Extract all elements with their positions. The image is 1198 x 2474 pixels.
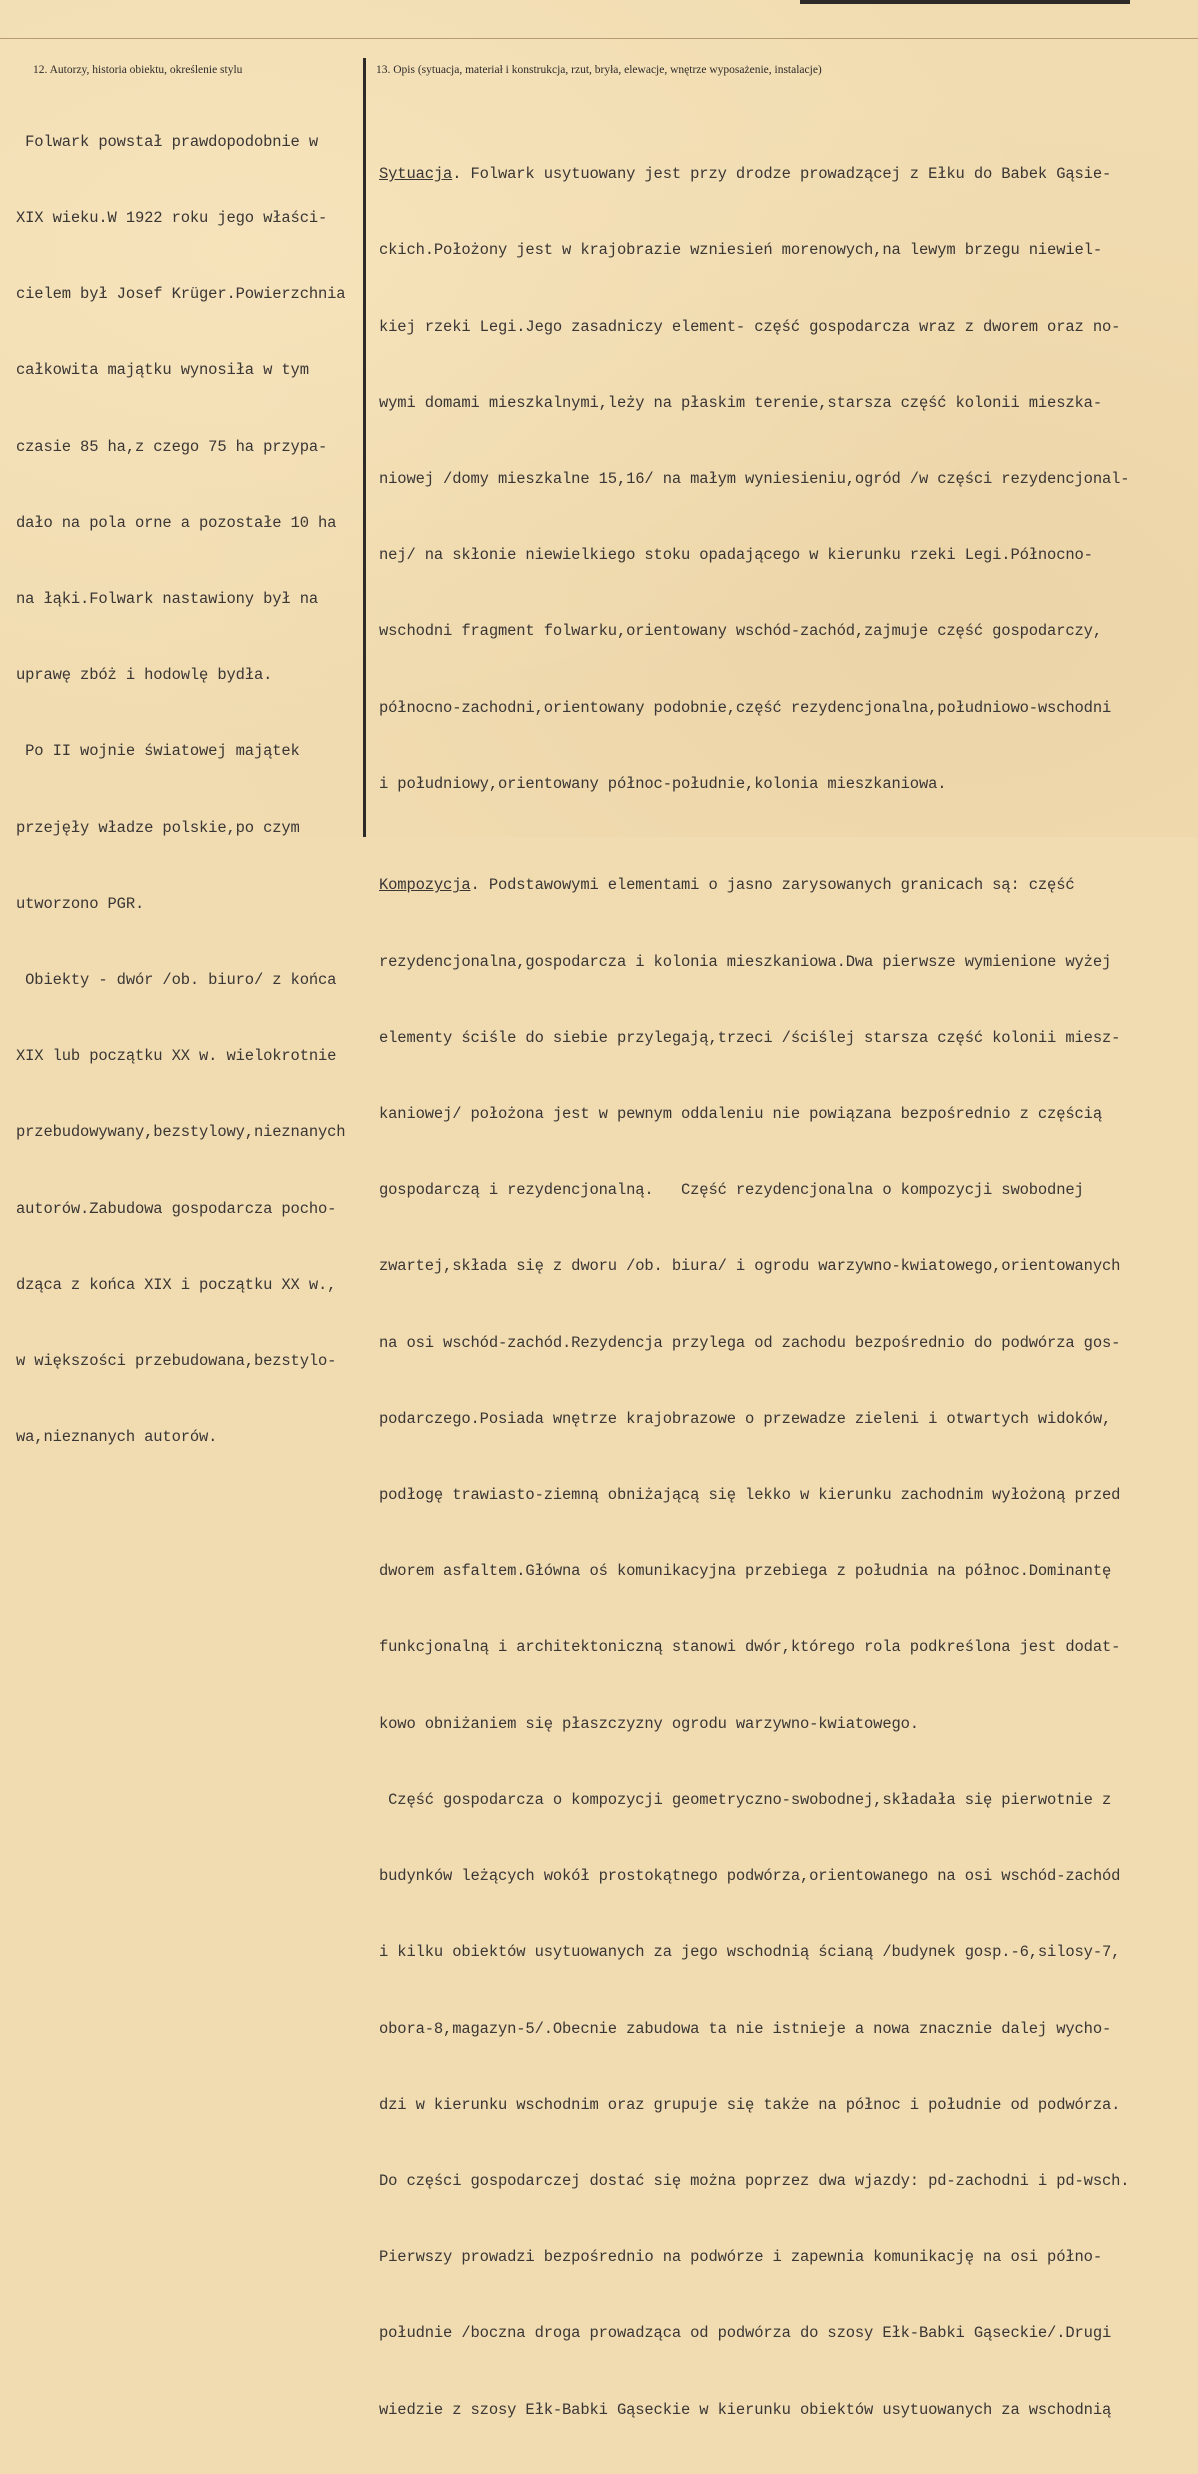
text-line: utworzono PGR. xyxy=(16,894,145,913)
section-12-heading: 12. Autorzy, historia obiektu, określenie stylu xyxy=(33,64,243,76)
text-run: . Podstawowymi elementami o jasno zarysowanych granicach są: część xyxy=(470,876,1075,895)
text-line: Część gospodarcza o kompozycji geometryczno-swobodnej,składała się pierwotnie z xyxy=(379,1790,1112,1809)
section-13-heading: 13. Opis (sytuacja, materiał i konstrukcja, rzut, bryła, elewacje, wnętrze wyposażenie, instalacje) xyxy=(376,64,822,76)
text-line: południe /boczna droga prowadząca od podwórza do szosy Ełk-Babki Gąseckie/.Drugi xyxy=(379,2324,1112,2343)
text-line: na łąki.Folwark nastawiony był na xyxy=(16,590,319,609)
text-line: na osi wschód-zachód.Rezydencja przylega od zachodu bezpośrednio do podwórza gos- xyxy=(379,1333,1121,1352)
text-line: dzi w kierunku wschodnim oraz grupuje się także na północ i południe od podwórza. xyxy=(379,2095,1121,2114)
text-line: całkowita majątku wynosiła w tym xyxy=(16,361,309,380)
paragraph-first-line xyxy=(379,162,1191,187)
text-line: XIX wieku.W 1922 roku jego właści- xyxy=(16,209,328,228)
text-line: obora-8,magazyn-5/.Obecnie zabudowa ta nie istnieje a nowa znacznie dalej wycho- xyxy=(379,2019,1112,2038)
section-12-text xyxy=(16,79,361,1501)
text-line: czasie 85 ha,z czego 75 ha przypa- xyxy=(16,437,328,456)
paragraph-label-sytuacja: Sytuacja xyxy=(379,165,453,184)
text-line: przebudowywany,bezstylowy,nieznanych xyxy=(16,1123,346,1142)
text-line: uprawę zbóż i hodowlę bydła. xyxy=(16,666,273,685)
text-line: zwartej,składa się z dworu /ob. biura/ i ogrodu warzywno-kwiatowego,orientowanych xyxy=(379,1257,1121,1276)
top-form-line xyxy=(0,38,1198,39)
text-line: nej/ na skłonie niewielkiego stoku opadającego w kierunku rzeki Legi.Północno- xyxy=(379,546,1093,565)
text-line: podłogę trawiasto-ziemną obniżającą się lekko w kierunku zachodnim wyłożoną przed xyxy=(379,1486,1121,1505)
text-line: wa,nieznanych autorów. xyxy=(16,1428,218,1447)
text-line: dząca z końca XIX i początku XX w., xyxy=(16,1275,337,1294)
text-line: Pierwszy prowadzi bezpośrednio na podwórze i zapewnia komunikację na osi półno- xyxy=(379,2248,1102,2267)
text-line: kaniowej/ położona jest w pewnym oddaleniu nie powiązana bezpośrednio z częścią xyxy=(379,1105,1102,1124)
text-line: Do części gospodarczej dostać się można poprzez dwa wjazdy: pd-zachodni i pd-wsch. xyxy=(379,2171,1130,2190)
text-line: dworem asfaltem.Główna oś komunikacyjna przebiega z południa na północ.Dominantę xyxy=(379,1562,1112,1581)
text-line: rezydencjonalna,gospodarcza i kolonia mieszkaniowa.Dwa pierwsze wymienione wyżej xyxy=(379,952,1112,971)
text-line: XIX lub początku XX w. wielokrotnie xyxy=(16,1047,337,1066)
text-line: kowo obniżaniem się płaszczyzny ogrodu warzywno-kwiatowego. xyxy=(379,1714,919,1733)
text-line: Po II wojnie światowej majątek xyxy=(16,742,300,761)
text-line: podarczego.Posiada wnętrze krajobrazowe o przewadze zieleni i otwartych widoków, xyxy=(379,1409,1112,1428)
text-line: funkcjonalną i architektoniczną stanowi dwór,którego rola podkreślona jest dodat- xyxy=(379,1638,1121,1657)
text-line: ckich.Położony jest w krajobrazie wzniesień morenowych,na lewym brzegu niewiel- xyxy=(379,241,1102,260)
text-line: wschodni fragment folwarku,orientowany wschód-zachód,zajmuje część gospodarczy, xyxy=(379,622,1102,641)
text-line: budynków leżących wokół prostokątnego podwórza,orientowanego na osi wschód-zachód xyxy=(379,1867,1121,1886)
text-line: Obiekty - dwór /ob. biuro/ z końca xyxy=(16,971,337,990)
paragraph-label-kompozycja: Kompozycja xyxy=(379,876,471,895)
text-line: północno-zachodni,orientowany podobnie,część rezydencjonalna,południowo-wschodni xyxy=(379,698,1112,717)
text-line: Folwark powstał prawdopodobnie w xyxy=(16,132,319,151)
section-13-text xyxy=(379,86,1191,2474)
text-line: w większości przebudowana,bezstylo- xyxy=(16,1352,337,1371)
text-line: kiej rzeki Legi.Jego zasadniczy element- część gospodarcza wraz z dworem oraz no- xyxy=(379,317,1121,336)
top-edge-marking xyxy=(800,0,1130,4)
text-line: dało na pola orne a pozostałe 10 ha xyxy=(16,513,337,532)
text-line: wiedzie z szosy Ełk-Babki Gąseckie w kierunku obiektów usytuowanych za wschodnią xyxy=(379,2400,1112,2419)
text-line: gospodarczą i rezydencjonalną. Część rezydencjonalna o kompozycji swobodnej xyxy=(379,1181,1084,1200)
text-line: autorów.Zabudowa gospodarcza pocho- xyxy=(16,1199,337,1218)
text-line: i południowy,orientowany północ-południe,kolonia mieszkaniowa. xyxy=(379,774,947,793)
text-line: wymi domami mieszkalnymi,leży na płaskim terenie,starsza część kolonii mieszka- xyxy=(379,393,1102,412)
text-line: cielem był Josef Krüger.Powierzchnia xyxy=(16,285,346,304)
text-line: przejęły władze polskie,po czym xyxy=(16,818,300,837)
paragraph-first-line xyxy=(379,873,1191,898)
text-line: niowej /domy mieszkalne 15,16/ na małym wyniesieniu,ogród /w części rezydencjonal- xyxy=(379,470,1130,489)
text-line: elementy ściśle do siebie przylegają,trzeci /ściślej starsza część kolonii miesz- xyxy=(379,1028,1121,1047)
text-run: . Folwark usytuowany jest przy drodze prowadzącej z Ełku do Babek Gąsie- xyxy=(452,165,1112,184)
column-divider xyxy=(363,58,366,837)
text-line: i kilku obiektów usytuowanych za jego wschodnią ścianą /budynek gosp.-6,silosy-7, xyxy=(379,1943,1121,1962)
